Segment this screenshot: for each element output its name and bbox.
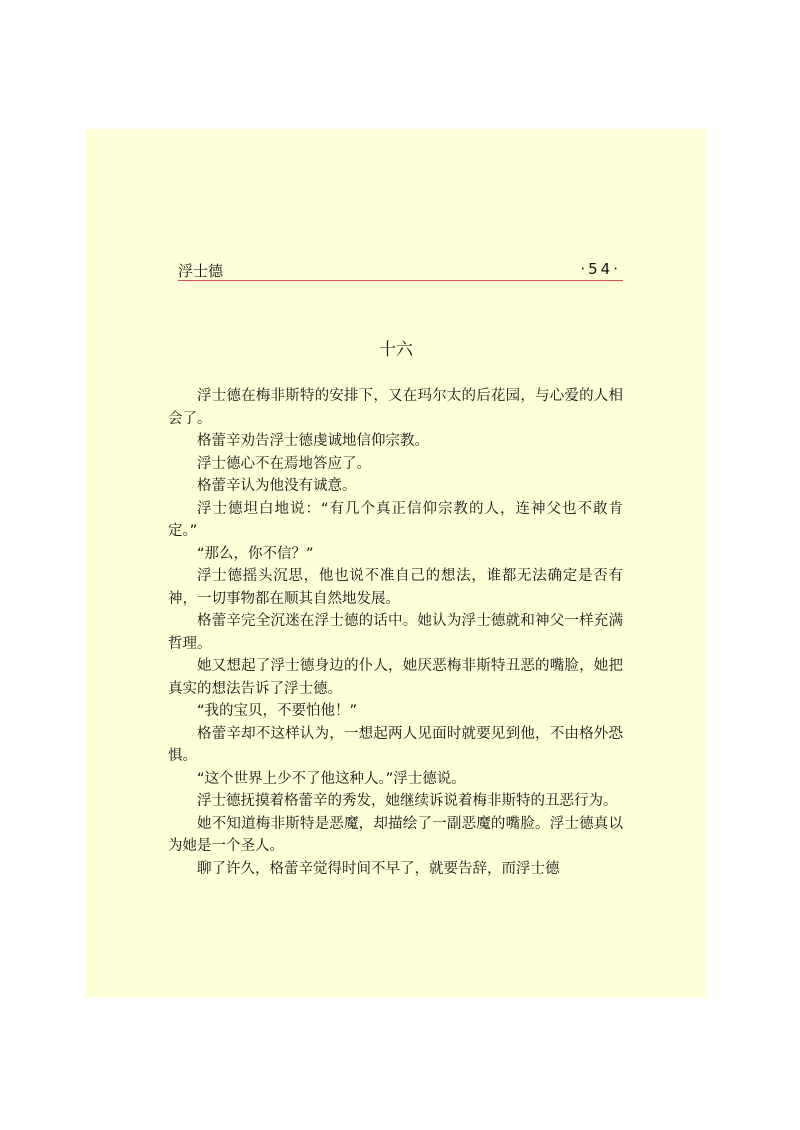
running-header: [178, 260, 621, 282]
header-book-title: 浮士德: [178, 262, 224, 280]
paragraph: 浮士德坦白地说：“有几个真正信仰宗教的人，连神父也不敢肯定。”: [168, 500, 623, 539]
paragraph: 格蕾辛认为他没有诚意。: [197, 478, 357, 494]
paragraph: 浮士德心不在焉地答应了。: [197, 455, 371, 472]
paragraph: 她又想起了浮士德身边的仆人，她厌恶梅非斯特丑恶的嘴脸，她把真实的想法告诉了浮士德。: [168, 658, 623, 697]
paragraph: 聊了许久，格蕾辛觉得时间不早了，就要告辞，而浮士德: [197, 860, 560, 877]
paragraph: “我的宝贝，不要怕他！”: [197, 703, 358, 719]
paragraph: “那么，你不信？”: [197, 545, 314, 562]
paragraph: 浮士德抚摸着格蕾辛的秀发，她继续诉说着梅非斯特的丑恶行为。: [197, 793, 618, 809]
paragraph: 浮士德在梅非斯特的安排下，又在玛尔太的后花园，与心爱的人相会了。: [168, 388, 623, 427]
paragraph: 格蕾辛却不这样认为，一想起两人见面时就要见到他，不由格外恐惧。: [168, 725, 623, 764]
paragraph: 浮士德摇头沉思，他也说不准自己的想法，谁都无法确定是否有神，一切事物都在顺其自然地发展。: [168, 568, 623, 607]
paragraph: 格蕾辛完全沉迷在浮士德的话中。她认为浮士德就和神父一样充满哲理。: [168, 613, 623, 652]
paragraph: 她不知道梅非斯特是恶魔，却描绘了一副恶魔的嘴脸。浮士德真以为她是一个圣人。: [168, 815, 623, 854]
header-page-number: ·54·: [580, 260, 621, 278]
paragraph: “这个世界上少不了他这种人。”浮士德说。: [197, 770, 466, 787]
paragraph: 格蕾辛劝告浮士德虔诚地信仰宗教。: [197, 433, 429, 449]
chapter-title: 十六: [379, 340, 413, 360]
body-text: [168, 385, 623, 880]
header-rule: [178, 280, 623, 281]
book-page: [86, 129, 706, 997]
